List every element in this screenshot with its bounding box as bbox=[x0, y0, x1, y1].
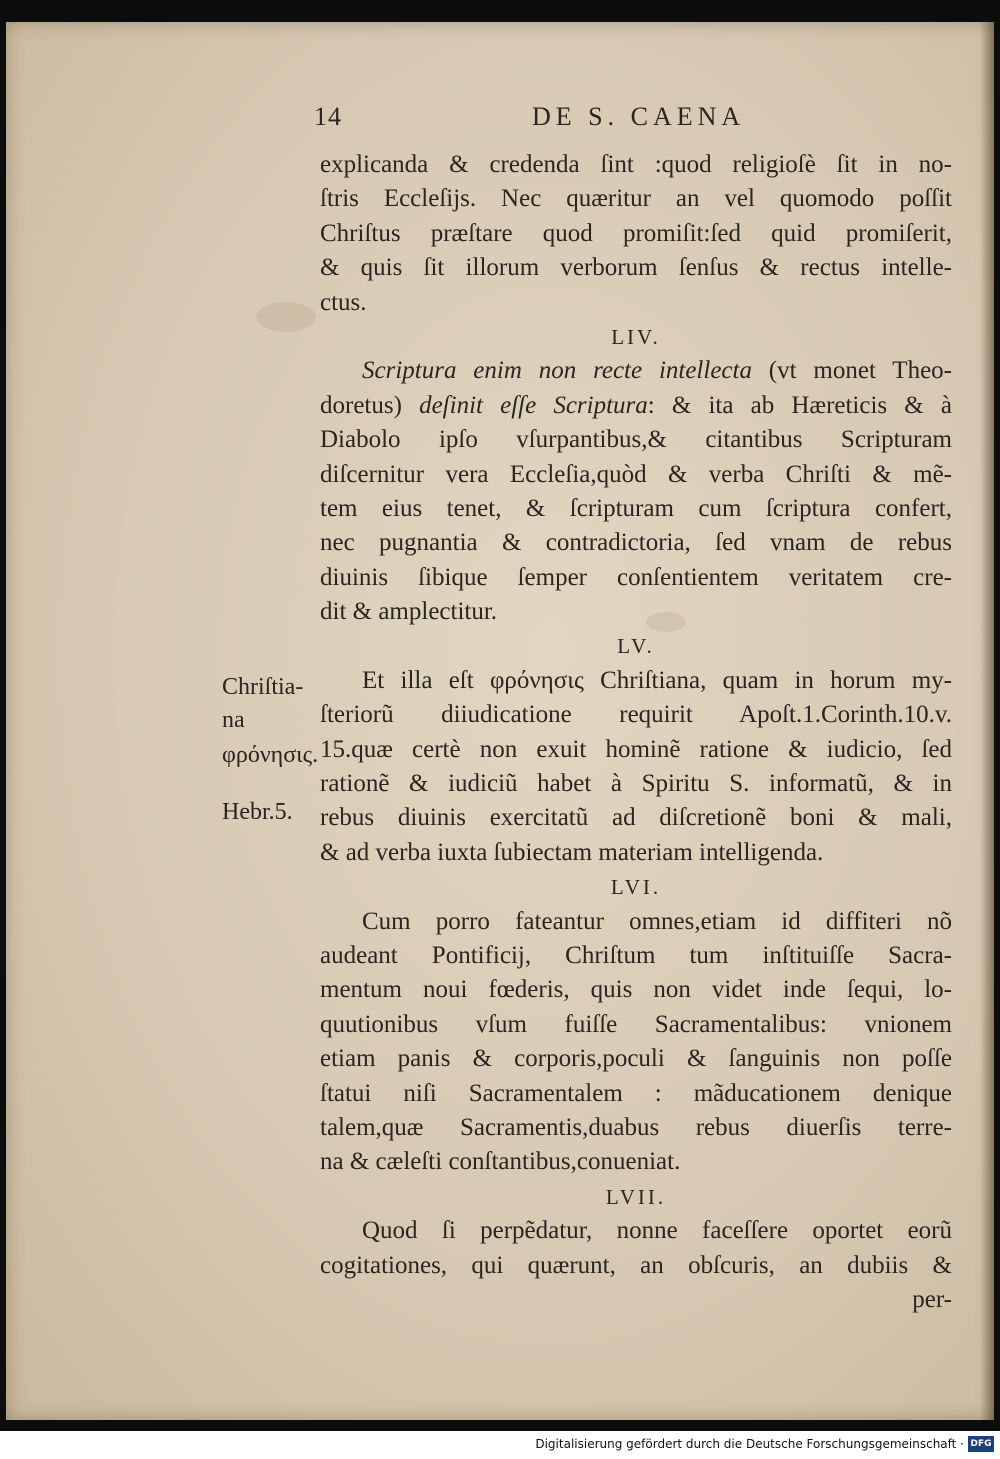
text-line: cogitationes, qui quærunt, an obſcuris, an dubiis & bbox=[320, 1251, 952, 1279]
text-line: rebus diuinis exercitatũ ad diſcretionẽ boni & mali, bbox=[320, 804, 952, 832]
text-line: na & cæleſti conſtantibus,conueniat. bbox=[320, 1148, 681, 1176]
section-number: LIV. bbox=[611, 324, 661, 349]
text-line bbox=[320, 354, 952, 388]
text-line: ſtatui niſi Sacramentalem : mãducationem denique bbox=[320, 1079, 952, 1107]
text-line: audeant Pontificij, Chriſtum tum inſtituiſſe Sacra- bbox=[320, 941, 952, 969]
text-line: Quod ſi perpẽdatur, nonne faceſſere oportet eorũ bbox=[362, 1217, 952, 1245]
text-line: nec pugnantia & contradictoria, ſed vnam de rebus bbox=[320, 529, 952, 557]
text-line: explicanda & credenda ſint :quod religioſè ſit in no- bbox=[320, 151, 952, 178]
funding-credit: Digitalisierung gefördert durch die Deutsche Forschungsgemeinschaft · bbox=[535, 1437, 964, 1451]
italic-phrase: deſinit eſſe Scriptura bbox=[419, 391, 648, 419]
text-line: diſcernitur vera Eccleſia,quòd & verba Chriſti & mẽ- bbox=[320, 460, 952, 488]
text-line: Diabolo ipſo vſurpantibus,& citantibus Scripturam bbox=[320, 426, 952, 454]
text-line: diuinis ſibique ſemper conſentientem veritatem cre- bbox=[320, 563, 952, 591]
main-text bbox=[320, 148, 952, 1317]
text-line: & ad verba iuxta ſubiectam materiam intelligenda. bbox=[320, 838, 824, 866]
text-line: per- bbox=[912, 1285, 952, 1313]
running-title: DE S. CAENA bbox=[532, 102, 746, 131]
page-number: 14 bbox=[314, 102, 342, 131]
text-line: ſtris Eccleſijs. Nec quæritur an vel quomodo poſſit bbox=[320, 185, 952, 213]
text-run: : & ita ab Hæreticis & à bbox=[647, 391, 952, 419]
section-number: LV. bbox=[617, 634, 655, 659]
text-line: ctus. bbox=[320, 288, 367, 316]
text-line bbox=[320, 389, 952, 423]
footer-strip bbox=[0, 1431, 1000, 1459]
text-line: ſteriorũ diiudicatione requirit Apoſt.1.Corinth.10.v. bbox=[320, 701, 952, 729]
dfg-logo: DFG bbox=[968, 1436, 994, 1452]
text-line: etiam panis & corporis,poculi & ſanguinis non poſſe bbox=[320, 1045, 952, 1073]
text-line: mentum noui fœderis, quis non videt inde ſequi, lo- bbox=[320, 976, 952, 1004]
text-line: tem eius tenet, & ſcripturam cum ſcriptura confert, bbox=[320, 494, 952, 522]
running-head bbox=[310, 102, 760, 136]
margin-note: φρόνησις. bbox=[222, 742, 319, 768]
margin-note: Hebr.5. bbox=[222, 799, 293, 825]
text-line: Chriſtus præſtare quod promiſit:ſed quid promiſerit, bbox=[320, 219, 952, 247]
text-line: 15.quæ certè non exuit hominẽ ratione & iudicio, ſed bbox=[320, 735, 952, 763]
section-number: LVII. bbox=[605, 1184, 667, 1209]
page-edge-shadow bbox=[980, 22, 994, 1420]
text-run: doretus) bbox=[320, 391, 420, 419]
page-stain bbox=[256, 302, 316, 332]
text-line: talem,quæ Sacramentis,duabus rebus diuerſis terre- bbox=[320, 1113, 952, 1141]
text-line: quutionibus vſum fuiſſe Sacramentalibus: vnionem bbox=[320, 1010, 952, 1038]
text-line: Et illa eſt φρόνησις Chriſtiana, quam in horum my- bbox=[362, 666, 952, 694]
margin-note: Chriſtia- bbox=[222, 674, 304, 700]
text-line: dit & amplectitur. bbox=[320, 598, 498, 626]
text-line: Cum porro fateantur omnes,etiam id diffiteri nõ bbox=[362, 907, 952, 935]
section-number: LVI. bbox=[610, 875, 662, 900]
italic-phrase: Scriptura enim non recte intellecta bbox=[362, 357, 752, 385]
text-run: (vt monet Theo- bbox=[751, 357, 952, 385]
margin-note: na bbox=[222, 707, 245, 733]
text-line: & quis ſit illorum verborum ſenſus & rectus intelle- bbox=[320, 254, 952, 282]
text-line: rationẽ & iudiciũ habet à Spiritu S. informatũ, & in bbox=[320, 770, 952, 798]
